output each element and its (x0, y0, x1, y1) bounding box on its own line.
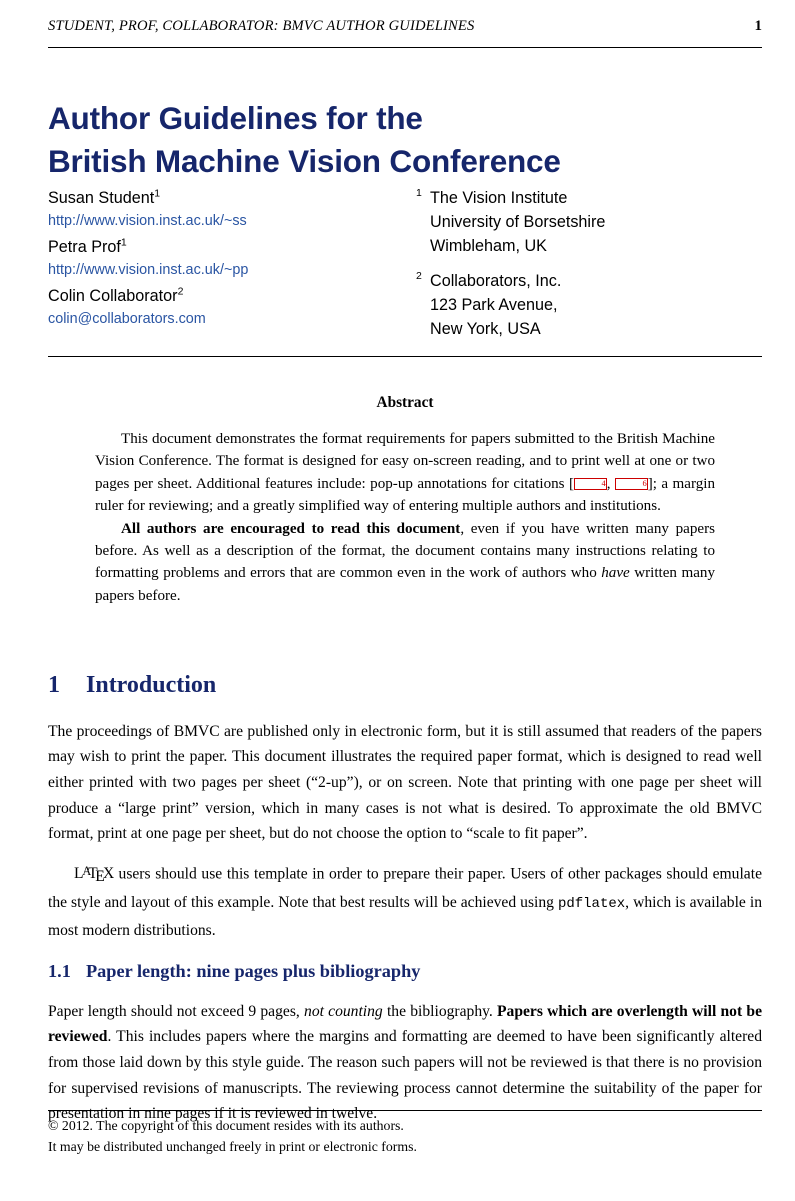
section-heading-introduction (48, 672, 216, 699)
abstract-italic-have: have (601, 565, 630, 582)
author-name-text: Susan Student (48, 189, 155, 207)
intro-paragraph-2 (48, 859, 762, 944)
pl-text-c: . This includes papers where the margins and formatting are deemed to have been significantly altered from those laid down by this style guide. The reason such papers will not be reviewed is that there is no provision for supervised revisions of manuscripts. The reviewing process cannot determine the suitability of the paper for presentation in nine pages if it is reviewed in twelve. (48, 1028, 762, 1123)
abstract-text-b: ]; a margin ruler for reviewing; and a greatly simplified way of entering multiple authors and institutions. (95, 475, 716, 515)
affiliation-entry (416, 269, 746, 341)
citation-link-1[interactable]: 4 (574, 478, 607, 490)
paper-length-paragraph (48, 999, 762, 1128)
author-link[interactable]: http://www.vision.inst.ac.uk/~pp (48, 262, 249, 278)
pl-text-a: Paper length should not exceed 9 pages, (48, 1002, 305, 1020)
citation-separator: , (606, 475, 615, 492)
subsection-title: Paper length: nine pages plus bibliography (86, 961, 421, 982)
subsection-number: 1.1 (48, 961, 71, 982)
latex-a: A (82, 863, 91, 878)
author-name (48, 284, 416, 308)
intro-paragraph-1: The proceedings of BMVC are published only in electronic form, but it is still assumed that readers of the papers may wish to print the paper. This document illustrates the required paper format, which is designed to read well either printed with two pages per sheet (“2-up”), or on screen. Note that printing with one page per sheet will produce a “large print” version, which in many cases is not what is desired. To approximate the old BMVC format, print at one page per sheet, but do not choose the option to “scale to fit paper”. (48, 722, 762, 843)
footer-rule (48, 1110, 762, 1111)
author-name (48, 186, 416, 210)
running-header (48, 18, 762, 35)
abstract-text-d: written many papers before. (95, 565, 715, 604)
abstract-section (95, 394, 715, 607)
pl-italic-not-counting: not counting (304, 1002, 383, 1020)
affiliation-mark: 1 (416, 187, 422, 199)
affiliation-line: The Vision Institute (430, 189, 568, 207)
author-email-link[interactable]: colin@collaborators.com (48, 311, 206, 327)
intro-text-b: , which is available in most modern distributions. (48, 894, 762, 939)
author-block-rule (48, 356, 762, 357)
abstract-paragraph-1 (95, 428, 715, 518)
affiliation-mark: 2 (416, 270, 422, 282)
latex-t: T (88, 865, 98, 882)
affiliation-line: 123 Park Avenue, (430, 296, 558, 314)
intro-text-a: users should use this template in order to prepare their paper. Users of other packages should emulate the style and layout of this example. Note that best results will be achieved using (48, 865, 762, 912)
section-number: 1 (48, 671, 60, 698)
abstract-heading: Abstract (376, 394, 434, 411)
pdflatex-command: pdflatex (557, 896, 626, 913)
affiliation-line: Wimbleham, UK (430, 237, 547, 255)
latex-l: L (74, 865, 84, 882)
pl-text-b: the bibliography. (382, 1002, 498, 1020)
latex-e: E (95, 868, 105, 886)
page-title (48, 97, 748, 183)
copyright-line-2: It may be distributed unchanged freely in print or electronic forms. (48, 1138, 417, 1154)
pl-bold-overlength: Papers which are overlength will not be reviewed (48, 1002, 762, 1046)
author-affil-mark: 1 (120, 236, 127, 249)
header-rule (48, 47, 762, 48)
author-affil-mark: 2 (177, 285, 184, 298)
running-header-title: STUDENT, PROF, COLLABORATOR: BMVC AUTHOR GUIDELINES (48, 18, 475, 34)
affiliations-column (416, 186, 746, 352)
citation-link-2[interactable]: 6 (615, 478, 648, 490)
title-line-1: Author Guidelines for the (48, 100, 423, 137)
affiliation-line: Collaborators, Inc. (430, 272, 562, 290)
authors-column (48, 186, 416, 333)
copyright-footer (48, 1116, 762, 1157)
latex-x: X (103, 865, 114, 882)
author-block (48, 186, 762, 352)
author-link[interactable]: http://www.vision.inst.ac.uk/~ss (48, 213, 247, 229)
abstract-text-a: This document demonstrates the format requirements for papers submitted to the British Machine Vision Conference. The format is designed for easy on-screen reading, and to print well at one or two pages per sheet. Additional features include: pop-up annotations for citations [ (95, 431, 715, 492)
affiliation-line: University of Borsetshire (430, 213, 606, 231)
author-name (48, 235, 416, 259)
title-line-2: British Machine Vision Conference (48, 143, 561, 180)
abstract-bold-lead: All authors are encouraged to read this document (121, 520, 461, 537)
page-number: 1 (754, 18, 762, 34)
author-name-text: Petra Prof (48, 238, 121, 256)
copyright-line-1: © 2012. The copyright of this document resides with its authors. (48, 1118, 404, 1133)
abstract-text-c: , even if you have written many papers before. As well as a description of the format, the document contains many instructions relating to formatting problems and errors that are common even in the work of authors who (95, 520, 715, 582)
latex-logo (74, 863, 114, 886)
affiliation-entry (416, 186, 746, 258)
abstract-paragraph-2 (95, 518, 715, 608)
affiliation-line: New York, USA (430, 320, 541, 338)
subsection-heading-paper-length (48, 961, 420, 982)
section-title: Introduction (86, 671, 217, 698)
author-name-text: Colin Collaborator (48, 287, 178, 305)
author-affil-mark: 1 (154, 187, 161, 200)
